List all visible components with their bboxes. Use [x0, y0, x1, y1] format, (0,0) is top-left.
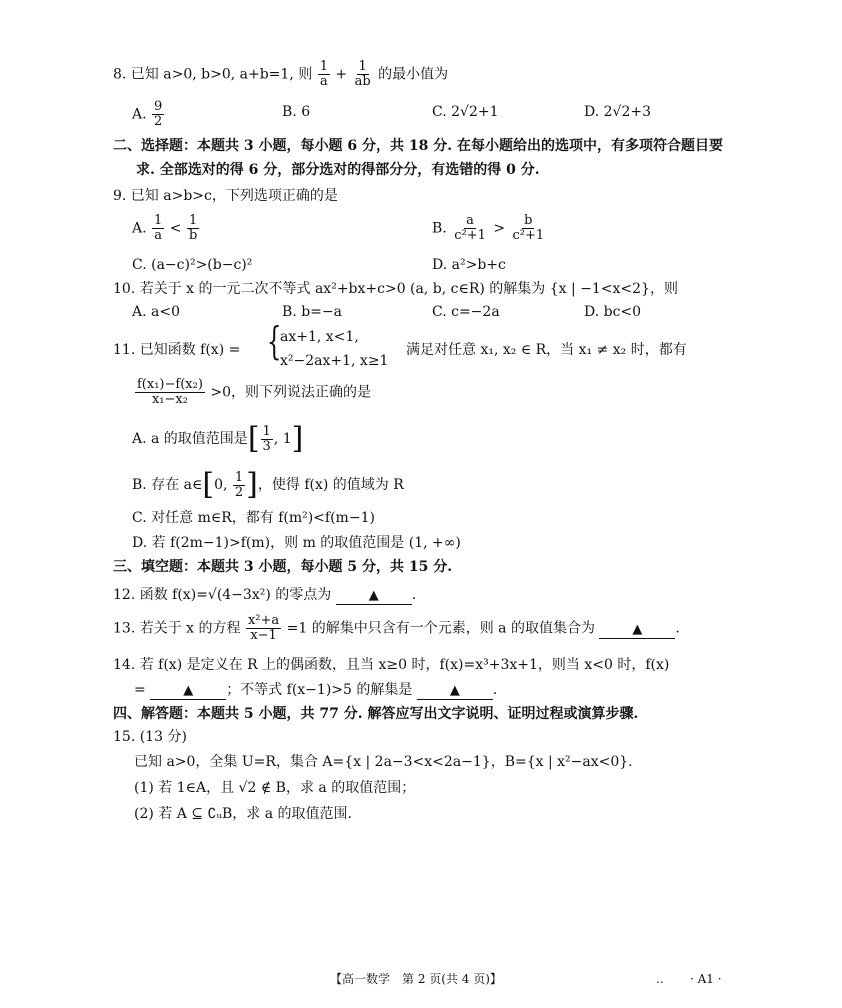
section2-heading: 二、选择题：本题共 3 小题，每小题 6 分，共 18 分. 在每小题给出的选项中，有多项符合题目要 [113, 138, 723, 154]
q9-a-rel: < [169, 220, 182, 237]
q14-stem-cont [134, 680, 497, 700]
q10-option-d: D. bc<0 [584, 304, 642, 320]
q13-end: . [675, 620, 680, 637]
q8-frac-2 [353, 60, 373, 89]
footer-code: · A1 · [690, 972, 722, 986]
q11-option-b-num: 1 [234, 469, 244, 485]
q11-option-a-num: 1 [262, 423, 271, 439]
q15-stem: 已知 a>0，全集 U=R，集合 A={x | 2a−3<x<2a−1}，B={x | x²−ax<0}. [134, 754, 633, 770]
section3-heading: 三、填空题：本题共 3 小题，每小题 5 分，共 15 分. [113, 559, 453, 575]
q11-stem-a: 11. 已知函数 f(x) = [113, 342, 241, 358]
q8-option-b: B. 6 [282, 104, 311, 120]
q14-blank-2-triangle: ▲ [449, 683, 460, 698]
q9-b-frac-1-den: c²+1 [454, 228, 486, 243]
q11-option-a-frac [261, 425, 273, 454]
q9-b-rel: > [493, 220, 506, 237]
q8-option-a [132, 100, 165, 129]
q15-part-1: (1) 若 1∈A，且 √2 ∉ B，求 a 的取值范围； [134, 780, 416, 796]
q11-option-a-text: A. a 的取值范围是 [132, 431, 248, 447]
q9-option-a-label: A. [132, 220, 147, 237]
q9-a-frac-1 [152, 214, 164, 243]
q11-option-a: A. a 的取值范围是[ $\frac{1}{3}$ , 1] [132, 421, 304, 456]
q13-frac [246, 614, 281, 643]
q15-heading: 15. (13 分) [113, 729, 187, 745]
q8-option-c: C. 2√2+1 [432, 104, 499, 120]
q9-b-frac-2 [511, 214, 547, 243]
q12-stem-text: 12. 函数 f(x)=√(4−3x²) 的零点为 [113, 587, 332, 603]
q8-frac-2-den: ab [354, 74, 371, 89]
q11-frac-den: x₁−x₂ [151, 392, 188, 407]
q13-stem-b: =1 的解集中只含有一个元素，则 a 的取值集合为 [286, 620, 595, 637]
q12-end: . [411, 587, 417, 603]
footer-dots: .. [656, 972, 664, 986]
q11-condition [134, 378, 371, 407]
q9-a-frac-1-den: a [154, 228, 163, 243]
q11-frac [135, 378, 205, 407]
q11-option-c: C. 对任意 m∈R，都有 f(m²)<f(m−1) [132, 510, 375, 526]
q11-brace: { [266, 319, 282, 363]
q8-option-a-den: 2 [154, 114, 163, 129]
q9-option-b-label: B. [432, 220, 447, 237]
q8-frac-1-num: 1 [319, 59, 328, 74]
q11-frac-num: f(x₁)−f(x₂) [137, 377, 203, 392]
q11-option-b: B. 存在 a∈[0, $\frac{1}{2}$ ]，使得 f(x) 的值域为 R [132, 467, 404, 502]
q13-frac-den: x−1 [250, 628, 277, 643]
page-footer: 【高一数学 第 2 页(共 4 页)】 [330, 972, 502, 986]
q15-part-2: (2) 若 A ⊆ ∁ᵤB，求 a 的取值范围. [134, 806, 352, 822]
q11-option-b-frac [233, 471, 245, 500]
q11-option-d: D. 若 f(2m−1)>f(m)，则 m 的取值范围是 (1, +∞) [132, 535, 461, 551]
q11-case-1: ax+1, x<1, [280, 329, 359, 345]
q10-option-c: C. c=−2a [432, 304, 500, 320]
q12-stem [113, 585, 416, 605]
q9-option-a [132, 214, 200, 243]
q14-answer-blank-1 [150, 681, 226, 700]
q13-stem [113, 614, 680, 643]
q8-option-a-num: 9 [154, 99, 163, 114]
q14-equals: = [134, 682, 146, 698]
section2-heading-cont: 求. 全部选对的得 6 分，部分选对的得部分分，有选错的得 0 分. [136, 162, 540, 178]
q13-answer-blank [599, 620, 675, 639]
q8-option-a-frac [152, 100, 164, 129]
q8-stem-end: 的最小值为 [378, 66, 449, 83]
q14-blank-1-triangle: ▲ [183, 683, 194, 698]
q14-answer-blank-2 [417, 681, 493, 700]
q8-frac-1-den: a [319, 74, 328, 89]
q9-b-frac-1 [452, 214, 488, 243]
q11-option-b-den: 2 [234, 484, 244, 500]
q8-stem [113, 60, 448, 89]
q11-option-b-post: ，使得 f(x) 的值域为 R [257, 477, 404, 493]
q11-option-b-text: B. 存在 a∈ [132, 477, 203, 493]
q9-option-c: C. (a−c)²>(b−c)² [132, 257, 253, 273]
q14-stem-b: ；不等式 f(x−1)>5 的解集是 [226, 682, 413, 698]
q8-option-a-label: A. [132, 106, 147, 123]
q9-option-b [432, 214, 547, 243]
q11-case-2: x²−2ax+1, x≥1 [280, 353, 389, 369]
q8-plus: + [335, 66, 348, 83]
q8-stem-text: 8. 已知 a>0, b>0, a+b=1, 则 [113, 66, 313, 83]
q9-b-frac-2-den: c²+1 [512, 228, 545, 243]
q13-frac-num: x²+a [247, 613, 280, 628]
q9-a-frac-1-num: 1 [154, 213, 163, 228]
q9-b-frac-1-num: a [466, 213, 474, 228]
q11-option-a-den: 3 [262, 438, 271, 454]
q13-stem-a: 13. 若关于 x 的方程 [113, 620, 241, 637]
q9-a-frac-2-den: b [188, 228, 198, 243]
q8-frac-2-num: 1 [358, 59, 367, 74]
section4-heading: 四、解答题：本题共 5 小题，共 77 分. 解答应写出文字说明、证明过程或演算步骤. [113, 706, 639, 722]
q11-option-a-post: , 1 [273, 431, 292, 447]
q11-option-b-int: 0, [214, 477, 232, 493]
q9-a-frac-2-num: 1 [188, 213, 198, 228]
q10-option-b: B. b=−a [282, 304, 342, 320]
q9-stem: 9. 已知 a>b>c，下列选项正确的是 [113, 188, 338, 204]
q9-b-frac-2-num: b [524, 213, 533, 228]
q10-stem: 10. 若关于 x 的一元二次不等式 ax²+bx+c>0 (a, b, c∈R) 的解集为 {x | −1<x<2}，则 [113, 281, 678, 297]
q10-option-a: A. a<0 [132, 304, 180, 320]
q8-frac-1 [318, 60, 330, 89]
q11-stem-b: 满足对任意 x₁, x₂ ∈ R，当 x₁ ≠ x₂ 时，都有 [406, 342, 687, 358]
q11-stem-c: >0，则下列说法正确的是 [210, 384, 371, 401]
q14-stem: 14. 若 f(x) 是定义在 R 上的偶函数，且当 x≥0 时，f(x)=x³+3x+1，则当 x<0 时，f(x) [113, 657, 670, 673]
q9-option-d: D. a²>b+c [432, 257, 506, 273]
q12-blank-triangle: ▲ [368, 588, 379, 603]
q8-option-d: D. 2√2+3 [584, 104, 651, 120]
q14-end: . [492, 682, 498, 698]
q12-answer-blank [336, 586, 412, 605]
q13-blank-triangle: ▲ [632, 621, 643, 637]
q9-a-frac-2 [187, 214, 199, 243]
